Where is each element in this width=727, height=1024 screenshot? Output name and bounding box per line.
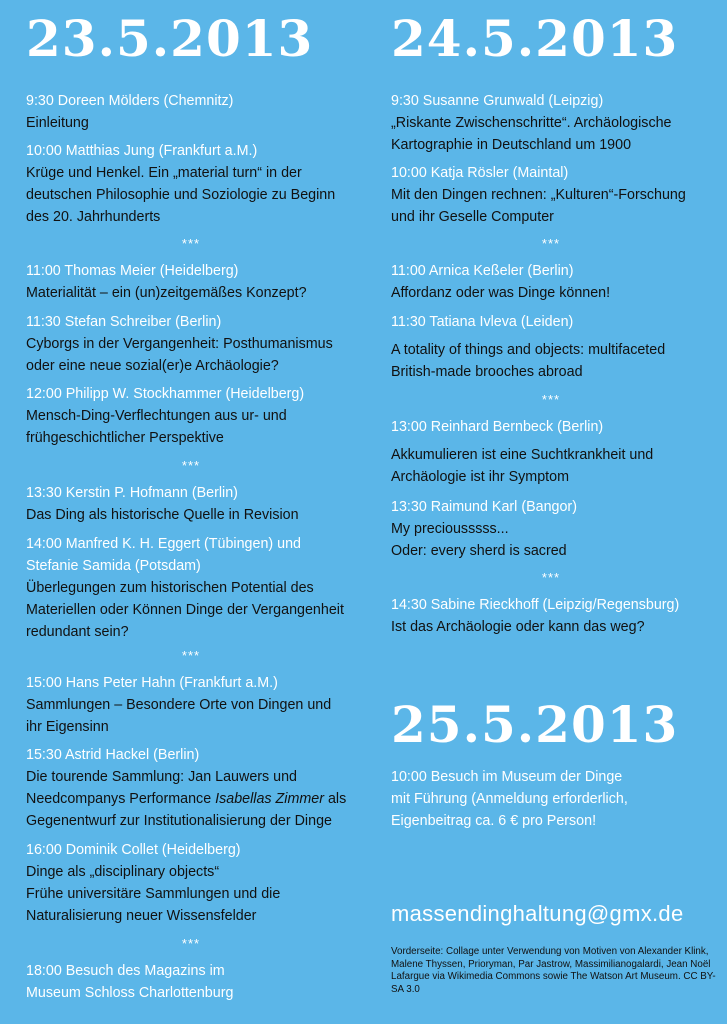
- day1-entry-5: [26, 383, 331, 449]
- separator: ***: [541, 392, 561, 407]
- speaker: 15:30 Astrid Hackel (Berlin): [26, 747, 200, 763]
- contact-email[interactable]: massendinghaltung@gmx.de: [391, 901, 684, 926]
- day3-line-1: 10:00 Besuch im Museum der Dinge: [391, 769, 623, 785]
- separator: ***: [181, 648, 201, 663]
- speaker: 10:00 Katja Rösler (Maintal): [391, 165, 569, 181]
- speaker: 9:30 Doreen Mölders (Chemnitz): [26, 93, 234, 109]
- speaker: 9:30 Susanne Grunwald (Leipzig): [391, 93, 604, 109]
- talk-title: Einleitung: [26, 115, 89, 131]
- title-part: Die tourende Sammlung: Jan Lauwers und Needcompanys Performance: [26, 769, 298, 807]
- day3-date: 25.5.2013: [391, 695, 679, 754]
- day1-entry-1: [26, 90, 356, 134]
- separator: ***: [181, 458, 201, 473]
- talk-title: Mit den Dingen rechnen: „Kulturen“-Forschung und ihr Geselle Computer: [391, 187, 686, 225]
- separator: ***: [181, 236, 201, 251]
- day2-entry-4: [391, 311, 691, 383]
- speaker: 12:00 Philipp W. Stockhammer (Heidelberg): [26, 386, 305, 402]
- day1-date: 23.5.2013: [26, 9, 314, 68]
- speaker: 11:30 Stefan Schreiber (Berlin): [26, 314, 222, 330]
- talk-title: Sammlungen – Besondere Orte von Dingen und ihr Eigensinn: [26, 697, 332, 735]
- talk-title: Cyborgs in der Vergangenheit: Posthumanismus oder eine neue sozial(er)e Archäologie?: [26, 336, 333, 374]
- day1-entry-9: [26, 744, 356, 832]
- day3-line-3: Eigenbeitrag ca. 6 € pro Person!: [391, 813, 597, 829]
- separator: ***: [181, 936, 201, 951]
- event-line-1: 18:00 Besuch des Magazins im: [26, 963, 225, 979]
- day1-entry-3: [26, 260, 356, 304]
- talk-title: Materialität – ein (un)zeitgemäßes Konzept?: [26, 285, 307, 301]
- day3-line-2: mit Führung (Anmeldung erforderlich,: [391, 791, 628, 807]
- day1-entry-7: [26, 533, 356, 643]
- day1-entry-6: [26, 482, 356, 526]
- day2-entry-7: [391, 594, 711, 638]
- day2-entry-2: [391, 162, 711, 228]
- day1-entry-10: [26, 839, 336, 927]
- image-credits: Vorderseite: Collage unter Verwendung von Motiven von Alexander Klink, Malene Thyssen, Prioryman, Par Jastrow, Massimilianogalardi, Jean Noël Lafargue via Wikimedia Commons sowie The Watson Art Museum. CC BY-SA 3.0: [391, 946, 716, 995]
- day2-entry-1: [391, 90, 711, 156]
- speaker: 11:00 Thomas Meier (Heidelberg): [26, 263, 239, 279]
- separator: ***: [541, 570, 561, 585]
- day1-entry-2: [26, 140, 351, 228]
- speaker: 11:30 Tatiana Ivleva (Leiden): [391, 314, 574, 330]
- talk-title: Ist das Archäologie oder kann das weg?: [391, 619, 645, 635]
- title-part: als Gegenentwurf zur Institutionalisierung der Dinge: [26, 791, 347, 829]
- speaker: 15:00 Hans Peter Hahn (Frankfurt a.M.): [26, 675, 278, 691]
- day2-entry-6: [391, 496, 711, 562]
- day2-entry-5: [391, 416, 691, 488]
- separator: ***: [541, 236, 561, 251]
- day1-entry-11: [26, 960, 356, 1004]
- day2-entry-3: [391, 260, 711, 304]
- speaker: 14:30 Sabine Rieckhoff (Leipzig/Regensburg): [391, 597, 680, 613]
- talk-title: „Riskante Zwischenschritte“. Archäologische Kartographie in Deutschland um 1900: [391, 115, 672, 153]
- talk-title-1: My preciousssss...: [391, 521, 509, 537]
- speaker: 10:00 Matthias Jung (Frankfurt a.M.): [26, 143, 258, 159]
- talk-title-2: Frühe universitäre Sammlungen und die Naturalisierung neuer Wissensfelder: [26, 886, 281, 924]
- day3-event: [391, 766, 721, 832]
- title-italic: Isabellas Zimmer: [215, 791, 324, 807]
- talk-title: Akkumulieren ist eine Suchtkrankheit und Archäologie ist ihr Symptom: [391, 447, 654, 485]
- talk-title: A totality of things and objects: multifaceted British-made brooches abroad: [391, 342, 666, 380]
- day1-entry-8: [26, 672, 346, 738]
- talk-title-2: Oder: every sherd is sacred: [391, 543, 567, 559]
- speaker: 16:00 Dominik Collet (Heidelberg): [26, 842, 241, 858]
- talk-title: Überlegungen zum historischen Potential des Materiellen oder Können Dinge der Vergangenheit redundant sein?: [26, 580, 344, 640]
- talk-title: Mensch-Ding-Verflechtungen aus ur- und frühgeschichtlicher Perspektive: [26, 408, 287, 446]
- talk-title: Affordanz oder was Dinge können!: [391, 285, 611, 301]
- speaker: 13:00 Reinhard Bernbeck (Berlin): [391, 419, 604, 435]
- day1-entry-4: [26, 311, 356, 377]
- speaker-2: Stefanie Samida (Potsdam): [26, 558, 201, 574]
- talk-title: [26, 766, 356, 832]
- talk-title-1: Dinge als „disciplinary objects“: [26, 864, 220, 880]
- speaker: 13:30 Raimund Karl (Bangor): [391, 499, 577, 515]
- talk-title: Krüge und Henkel. Ein „material turn“ in der deutschen Philosophie und Soziologie zu Beginn des 20. Jahrhunderts: [26, 165, 336, 225]
- speaker: 14:00 Manfred K. H. Eggert (Tübingen) und: [26, 536, 301, 552]
- talk-title: Das Ding als historische Quelle in Revision: [26, 507, 299, 523]
- day2-date: 24.5.2013: [391, 9, 679, 68]
- speaker: 13:30 Kerstin P. Hofmann (Berlin): [26, 485, 238, 501]
- event-line-2: Museum Schloss Charlottenburg: [26, 985, 234, 1001]
- speaker: 11:00 Arnica Keßeler (Berlin): [391, 263, 574, 279]
